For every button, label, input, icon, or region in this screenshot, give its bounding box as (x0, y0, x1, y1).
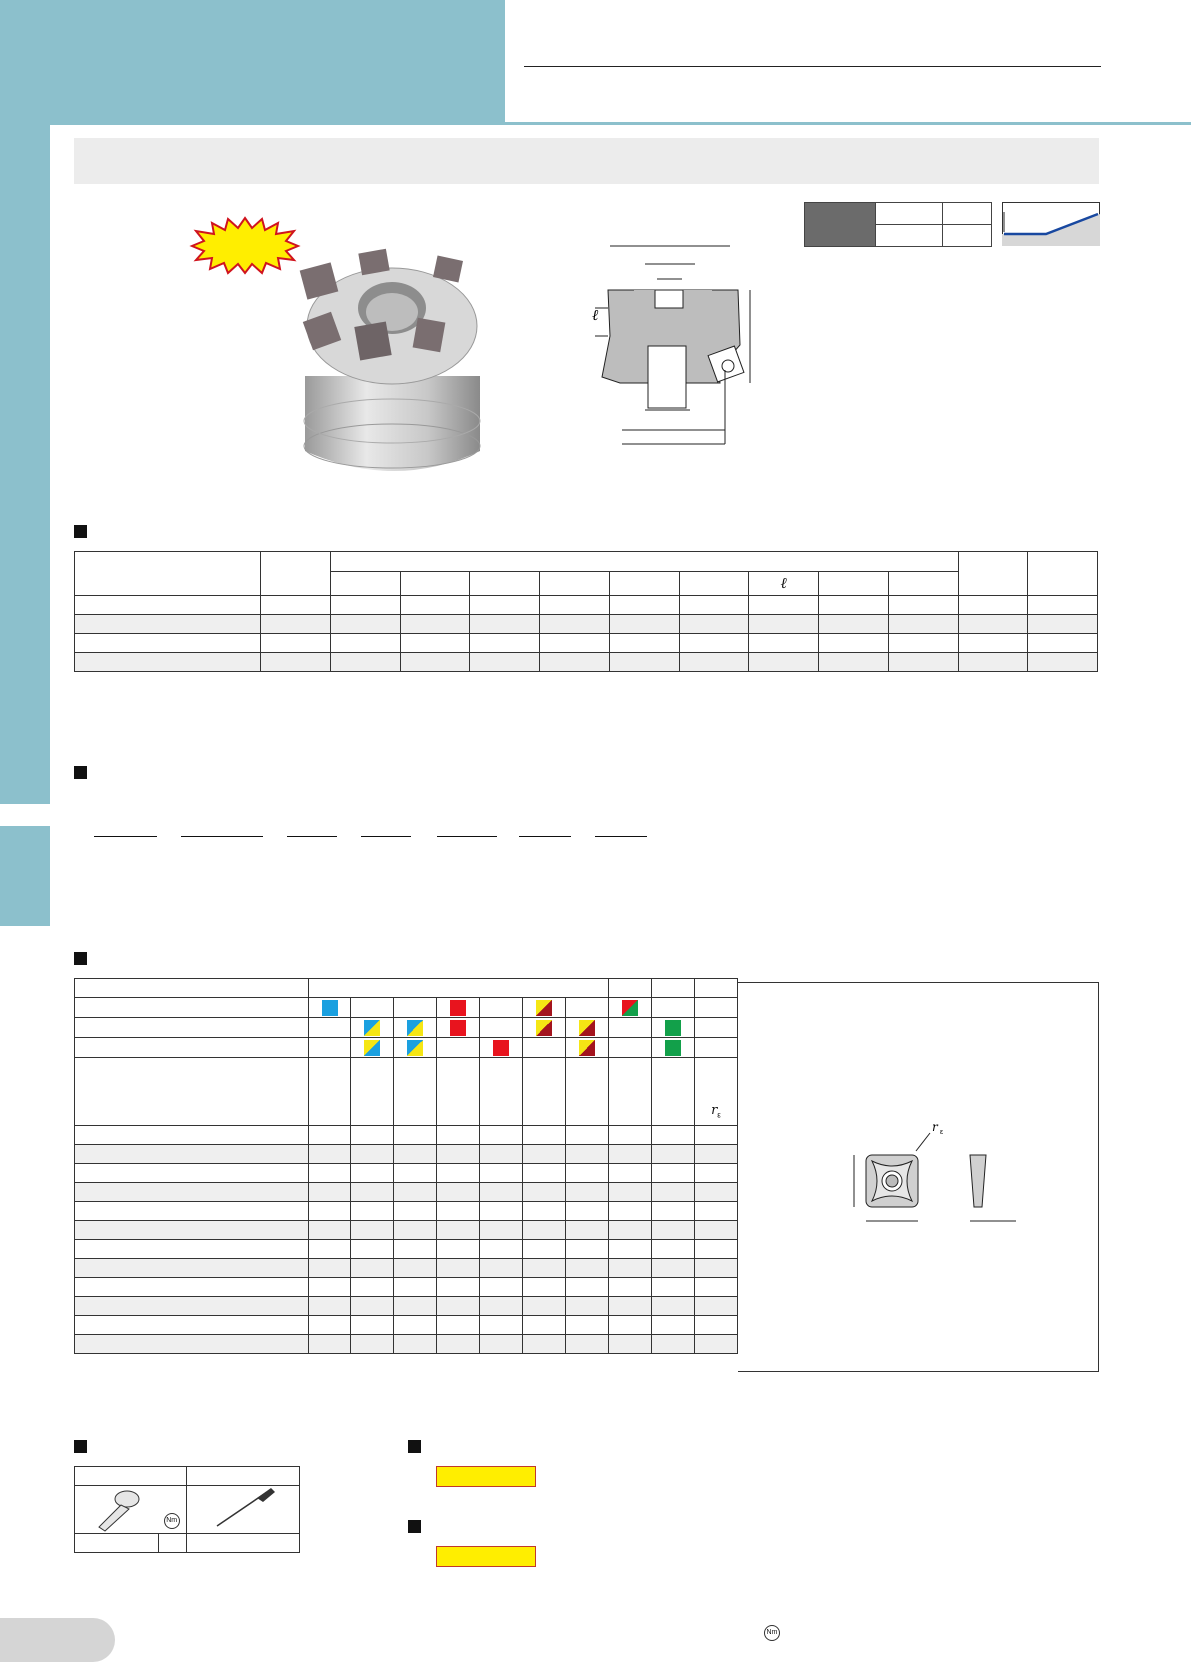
screw-icon (95, 1489, 175, 1533)
torque-icon: Nm (164, 1513, 180, 1529)
grade-swatch (579, 1040, 595, 1056)
code-segment (287, 836, 337, 837)
header-bottom-rule (50, 122, 1191, 125)
grade-swatch (364, 1020, 380, 1036)
torque-icon: Nm (764, 1625, 780, 1641)
re-label: r (932, 1120, 938, 1134)
grade-swatch (579, 1020, 595, 1036)
page-number-tab (0, 1618, 115, 1662)
grade-swatch (407, 1040, 423, 1056)
highlight-box[interactable] (436, 1546, 536, 1567)
re-label: r (711, 1102, 718, 1118)
code-segment (437, 836, 497, 837)
performance-curve (1002, 202, 1100, 246)
tool-drawing (592, 250, 790, 475)
title-box (74, 138, 1099, 184)
code-segment (361, 836, 411, 837)
section-marker (74, 525, 87, 538)
section-marker (408, 1440, 421, 1453)
highlight-box[interactable] (436, 1466, 536, 1487)
product-image (295, 246, 495, 486)
insert-drawing-panel (738, 982, 1099, 1372)
side-tab-lower (0, 826, 50, 926)
wrench-icon (187, 1486, 297, 1530)
header-band (0, 0, 505, 124)
grade-swatch (450, 1000, 466, 1016)
section-marker (74, 766, 87, 779)
grade-swatch (493, 1040, 509, 1056)
code-segment (519, 836, 571, 837)
grade-swatch (450, 1020, 466, 1036)
insert-drawing (738, 983, 1098, 1371)
section-marker (74, 952, 87, 965)
code-segment (595, 836, 647, 837)
grade-swatch (665, 1020, 681, 1036)
grade-swatch (407, 1020, 423, 1036)
svg-text:ε: ε (940, 1129, 944, 1136)
grade-swatch (536, 1020, 552, 1036)
grade-swatch (536, 1000, 552, 1016)
grade-swatch (322, 1000, 338, 1016)
spec-mini-table (804, 202, 992, 247)
grade-swatch (364, 1040, 380, 1056)
holder-spec-table (74, 551, 1098, 672)
insert-table: $r_\varepsilon$ (74, 978, 738, 1354)
section-marker (74, 1440, 87, 1453)
starburst-icon (190, 216, 300, 274)
header-rule (524, 66, 1101, 67)
code-segment (94, 836, 157, 837)
ell-header: ℓ (749, 572, 819, 596)
ell-label: ℓ (592, 306, 599, 324)
grade-swatch (622, 1000, 638, 1016)
section-marker (408, 1520, 421, 1533)
grade-swatch (665, 1040, 681, 1056)
side-tab (0, 124, 50, 804)
code-segment (181, 836, 263, 837)
parts-table (74, 1466, 300, 1553)
